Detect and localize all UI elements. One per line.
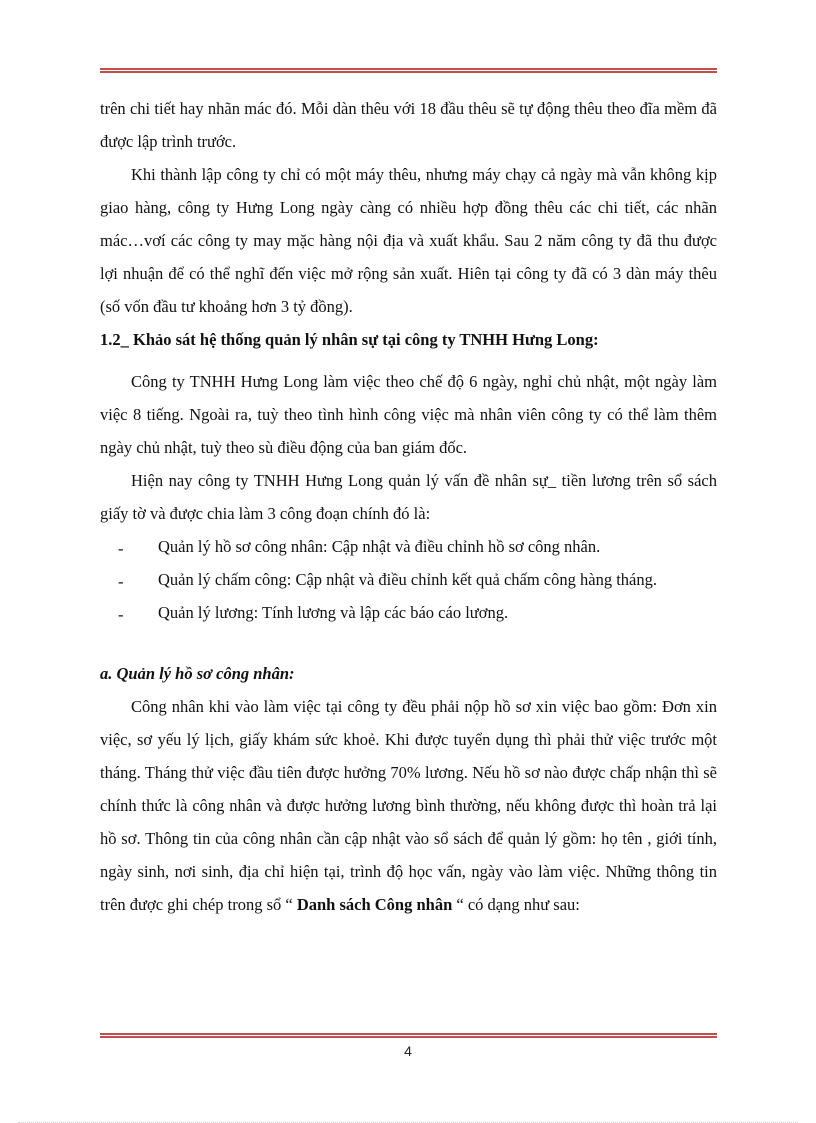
paragraph-text: Công nhân khi vào làm việc tại công ty đều phải nộp hồ sơ xin việc bao gồm: Đơn xin việc, sơ yếu lý lịch, giấy khám sức khoẻ. Khi được tuyển dụng thì phải thử việc trước một tháng. Tháng thử việc đầu tiên được hưởng 70% lương. Nếu hồ sơ nào được chấp nhận thì sẽ chính thức là công nhân và được hưởng lương bình thường, nếu không được thì hoàn trả lại hồ sơ. Thông tin của công nhân cần cập nhật vào sổ sách để quản lý gồm: họ tên , giới tính, ngày sinh, nơi sinh, địa chỉ hiện tại, trình độ học vấn, ngày vào làm việc. Những thông tin trên được ghi chép trong sổ “ xyxy=(100,697,717,914)
page-body xyxy=(100,92,717,921)
paragraph-company-growth: Khi thành lập công ty chỉ có một máy thêu, nhưng máy chạy cả ngày mà vẫn không kịp giao hàng, công ty Hưng Long ngày càng có nhiều hợp đồng thêu các chi tiết, các nhãn mác…vơí các công ty may mặc hàng nội địa và xuất khẩu. Sau 2 năm công ty đã thu được lợi nhuận để có thể nghĩ đến việc mở rộng sản xuất. Hiên tại công ty đã có 3 dàn máy thêu (số vốn đầu tư khoảng hơn 3 tỷ đồng). xyxy=(100,165,717,316)
section-heading: 1.2_ Khảo sát hệ thống quản lý nhân sự tại công ty TNHH Hưng Long: xyxy=(100,330,599,349)
list-dash-marker: - xyxy=(118,572,124,591)
list-item xyxy=(100,563,717,596)
list-item-text: Quản lý lương: Tính lương và lập các báo cáo lương. xyxy=(158,603,509,622)
header-double-rule xyxy=(100,68,717,74)
list-item xyxy=(100,596,717,629)
list-item xyxy=(100,530,717,563)
subsection-heading: a. Quản lý hồ sơ công nhân: xyxy=(100,664,295,683)
paragraph-text-end: “ có dạng như sau: xyxy=(452,895,580,914)
blank-line xyxy=(100,629,717,657)
list-item-text: Quản lý hồ sơ công nhân: Cập nhật và điều chỉnh hồ sơ công nhân. xyxy=(158,537,601,556)
list-dash-marker: - xyxy=(118,605,124,624)
list-item-text: Quản lý chấm công: Cập nhật và điều chỉnh kết quả chấm công hàng tháng. xyxy=(158,570,657,589)
header-rule-line-1 xyxy=(100,68,717,70)
paragraph-management-overview: Hiện nay công ty TNHH Hưng Long quản lý vấn đề nhân sự_ tiền lương trên sổ sách giấy tờ và được chia làm 3 công đoạn chính đó là: xyxy=(100,471,717,523)
ledger-name-bold: Danh sách Công nhân xyxy=(296,895,453,914)
footer-double-rule xyxy=(100,1033,717,1039)
list-dash-marker: - xyxy=(118,539,124,558)
management-stages-list xyxy=(100,530,717,629)
page-number: 4 xyxy=(404,1043,412,1059)
paragraph-continuation: trên chi tiết hay nhãn mác đó. Mỗi dàn thêu với 18 đầu thêu sẽ tự động thêu theo đĩa mềm đã được lập trình trước. xyxy=(100,99,717,151)
header-rule-line-2 xyxy=(100,71,717,73)
footer-rule-line-2 xyxy=(100,1036,717,1038)
paragraph-working-hours: Công ty TNHH Hưng Long làm việc theo chế độ 6 ngày, nghỉ chủ nhật, một ngày làm việc 8 tiếng. Ngoài ra, tuỳ theo tình hình công việc mà nhân viên công ty có thể làm thêm ngày chủ nhật, tuỳ theo sù điều động của ban giám đốc. xyxy=(100,372,717,457)
footer-rule-line-1 xyxy=(100,1033,717,1035)
paragraph-employee-records xyxy=(100,690,717,921)
